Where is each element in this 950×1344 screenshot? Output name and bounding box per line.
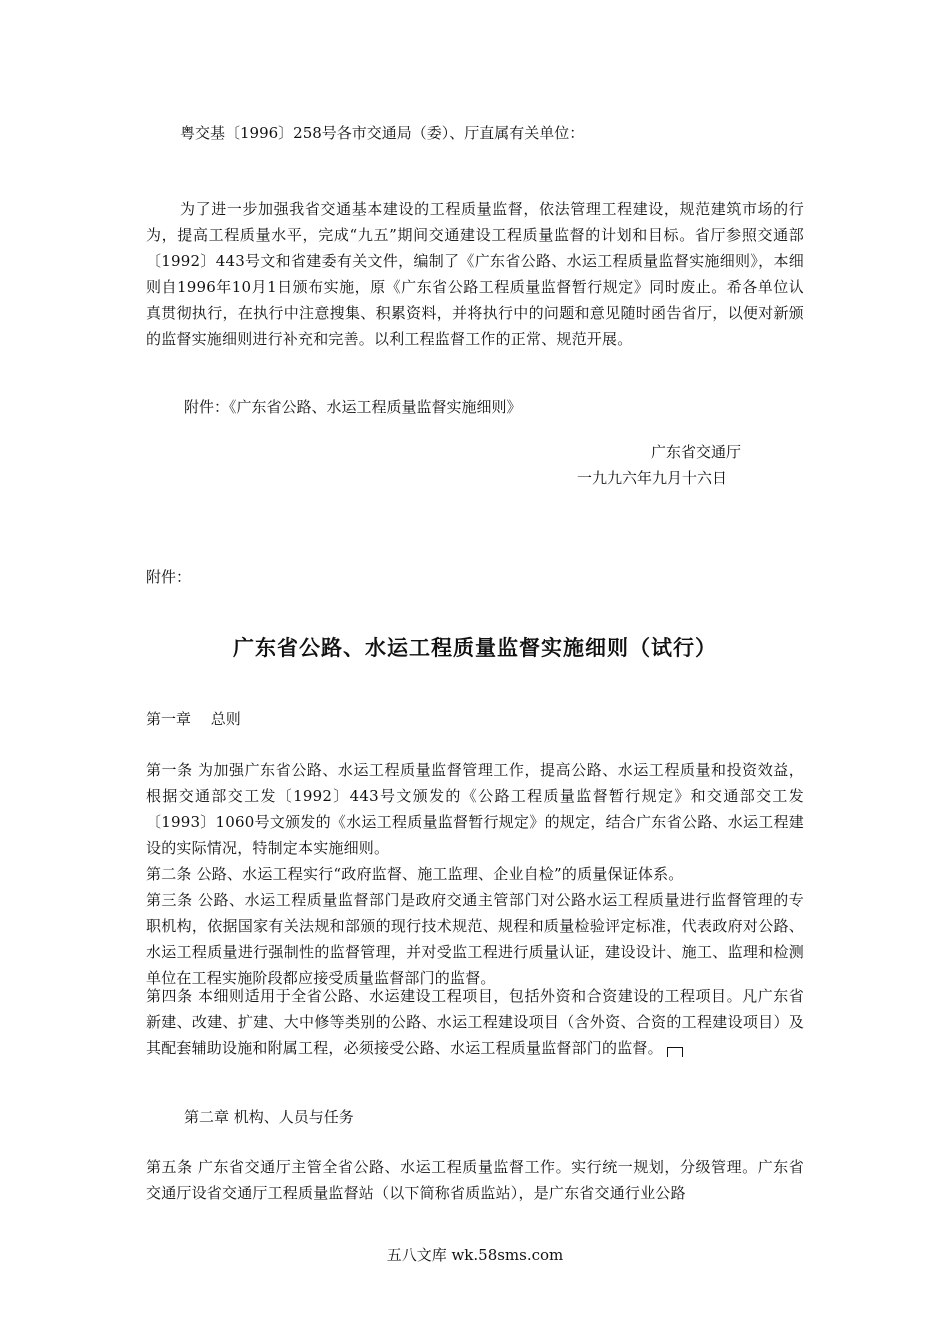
- chapter-1-heading: 第一章 总则: [146, 710, 241, 728]
- letter-date: 一九九六年九月十六日: [577, 469, 728, 487]
- article-2: 第二条 公路、水运工程实行“政府监督、施工监理、企业自检”的质量保证体系。: [146, 865, 684, 883]
- article-4: [146, 983, 804, 1061]
- article-3: 第三条 公路、水运工程质量监督部门是政府交通主管部门对公路水运工程质量进行监督管理的专职机构，依据国家有关法规和部颁的现行技术规范、规程和质量检验评定标准，代表政府对公路、水运工程质量进行强制性的监督管理，并对受监工程进行质量认证，建设设计、施工、监理和检测单位在工程实施阶段都应接受质量监督部门的监督。: [146, 891, 804, 987]
- article-4-text: 第四条 本细则适用于全省公路、水运建设工程项目，包括外资和合资建设的工程项目。凡广东省新建、改建、扩建、大中修等类别的公路、水运工程建设项目（含外资、合资的工程建设项目）及其配套辅助设施和附属工程，必须接受公路、水运工程质量监督部门的监督。: [146, 987, 804, 1057]
- chapter-2-heading: 第二章 机构、人员与任务: [184, 1108, 354, 1126]
- document-title: 广东省公路、水运工程质量监督实施细则（试行）: [233, 636, 717, 660]
- bracket-mark-icon: [667, 1047, 683, 1057]
- attachment-label: 附件：: [146, 568, 192, 586]
- letter-salutation: 粤交基〔1996〕258号各市交通局（委）、厅直属有关单位：: [180, 124, 585, 142]
- letter-attachment: 附件：《广东省公路、水运工程质量监督实施细则》: [184, 398, 522, 416]
- letter-signatory: 广东省交通厅: [651, 443, 742, 461]
- letter-body: 为了进一步加强我省交通基本建设的工程质量监督，依法管理工程建设，规范建筑市场的行为，提高工程质量水平，完成“九五”期间交通建设工程质量监督的计划和目标。省厅参照交通部〔1992〕443号文和省建委有关文件，编制了《广东省公路、水运工程质量监督实施细则》，本细则自1996年10月1日颁布实施，原《广东省公路工程质量监督暂行规定》同时废止。希各单位认真贯彻执行，在执行中注意搜集、积累资料，并将执行中的问题和意见随时函告省厅，以便对新颁的监督实施细则进行补充和完善。以利工程监督工作的正常、规范开展。: [146, 200, 804, 348]
- footer-watermark: 五八文库 wk.58sms.com: [386, 1246, 564, 1264]
- article-5: 第五条 广东省交通厅主管全省公路、水运工程质量监督工作。实行统一规划，分级管理。广东省交通厅设省交通厅工程质量监督站（以下简称省质监站），是广东省交通行业公路: [146, 1158, 804, 1202]
- article-1: 第一条 为加强广东省公路、水运工程质量监督管理工作，提高公路、水运工程质量和投资效益，根据交通部交工发〔1992〕443号文颁发的《公路工程质量监督暂行规定》和交通部交工发〔1993〕1060号文颁发的《水运工程质量监督暂行规定》的规定，结合广东省公路、水运工程建设的实际情况，特制定本实施细则。: [146, 761, 804, 857]
